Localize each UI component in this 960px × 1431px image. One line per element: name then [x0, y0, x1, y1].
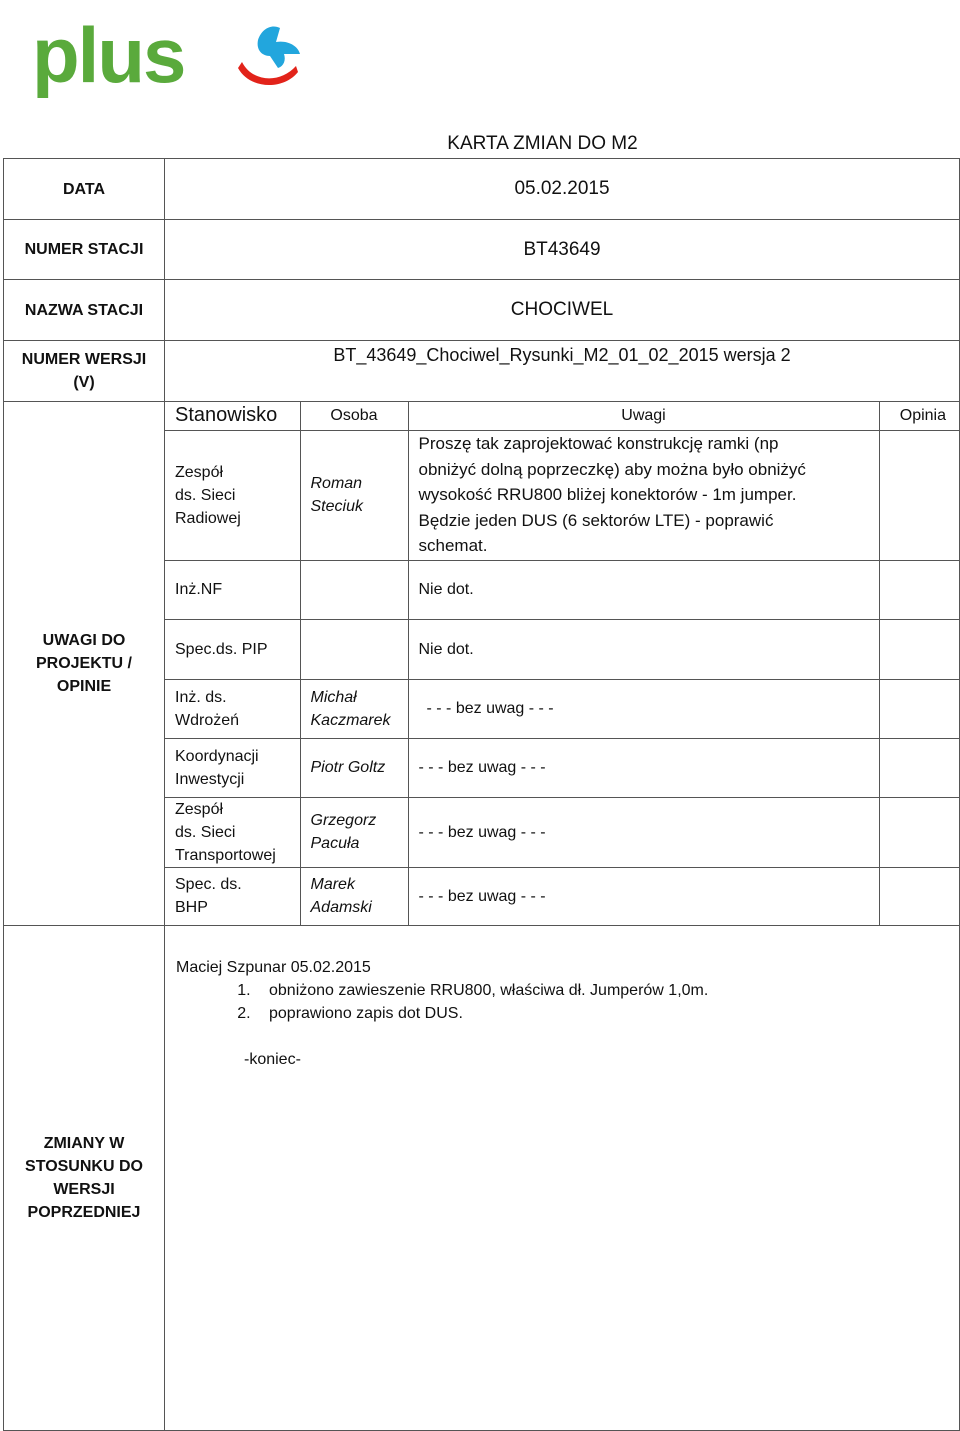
station-name-label: NAZWA STACJI	[4, 280, 165, 341]
position-cell: Zespół ds. Sieci Radiowej	[165, 430, 300, 560]
change-card-table	[3, 158, 960, 1431]
changes-section-label	[4, 926, 165, 1431]
remark-cell: - - - bez uwag - - -	[408, 797, 879, 867]
table-row	[165, 619, 960, 679]
station-number-value: BT43649	[165, 220, 960, 280]
plus-smile-icon	[238, 27, 300, 86]
remarks-label-line: PROJEKTU /	[35, 655, 132, 672]
remark-cell: Nie dot.	[408, 619, 879, 679]
remarks-row	[4, 402, 960, 926]
remarks-label-line: OPINIE	[56, 678, 112, 695]
person-cell: Michał Kaczmarek	[300, 679, 408, 738]
position-cell: Koordynacji Inwestycji	[165, 738, 300, 797]
date-label: DATA	[4, 159, 165, 220]
remark-cell: - - - bez uwag - - -	[408, 679, 879, 738]
opinion-cell	[879, 738, 960, 797]
opinion-cell	[879, 867, 960, 925]
person-cell: Grzegorz Pacuła	[300, 797, 408, 867]
plus-logo-text: plus	[32, 11, 185, 99]
version-label-line2: (V)	[73, 374, 95, 391]
person-cell: Piotr Goltz	[300, 738, 408, 797]
opinion-cell	[879, 797, 960, 867]
header-person: Osoba	[300, 402, 408, 430]
table-row	[165, 430, 960, 560]
person-cell	[300, 560, 408, 619]
version-label	[4, 341, 165, 402]
plus-logo-graphic	[30, 10, 310, 115]
station-number-row	[4, 220, 960, 280]
changes-list	[176, 979, 959, 1025]
table-row	[165, 738, 960, 797]
version-value: BT_43649_Chociwel_Rysunki_M2_01_02_2015 wersja 2	[165, 341, 960, 402]
remarks-grid-cell	[165, 402, 960, 926]
header-position: Stanowisko	[165, 402, 300, 430]
table-row	[165, 867, 960, 925]
list-item: 1. obniżono zawieszenie RRU800, właściwa dł. Jumperów 1,0m.	[255, 979, 959, 1002]
position-cell: Inż.NF	[165, 560, 300, 619]
document-title: KARTA ZMIAN DO M2	[447, 133, 638, 154]
position-cell: Spec.ds. PIP	[165, 619, 300, 679]
changes-label-line: STOSUNKU DO	[25, 1158, 143, 1175]
changes-label-line: WERSJI	[53, 1181, 115, 1198]
remarks-header-row	[165, 402, 960, 430]
list-item: 2. poprawiono zapis dot DUS.	[255, 1002, 959, 1025]
plus-logo	[30, 10, 310, 115]
remark-cell: Nie dot.	[408, 560, 879, 619]
person-cell: Marek Adamski	[300, 867, 408, 925]
position-cell: Inż. ds. Wdrożeń	[165, 679, 300, 738]
position-cell: Spec. ds. BHP	[165, 867, 300, 925]
station-name-row	[4, 280, 960, 341]
header-opinion: Opinia	[879, 402, 960, 430]
date-row	[4, 159, 960, 220]
changes-row	[4, 926, 960, 1431]
table-row	[165, 679, 960, 738]
remarks-grid	[165, 402, 960, 925]
changes-label-line: ZMIANY W	[43, 1135, 125, 1152]
opinion-cell	[879, 679, 960, 738]
opinion-cell	[879, 619, 960, 679]
remarks-label-line: UWAGI DO	[42, 632, 126, 649]
header-remarks: Uwagi	[408, 402, 879, 430]
opinion-cell	[879, 560, 960, 619]
changes-content-cell	[165, 926, 960, 1431]
version-row	[4, 341, 960, 402]
station-name-value: CHOCIWEL	[165, 280, 960, 341]
changes-end-marker: -koniec-	[244, 1051, 301, 1068]
remark-cell: Proszę tak zaprojektować konstrukcję ramki (np obniżyć dolną poprzeczkę) aby można było obniżyć wysokość RRU800 bliżej konektorów - 1m jumper. Będzie jeden DUS (6 sektorów LTE) - poprawić schemat.	[408, 430, 879, 560]
table-row	[165, 560, 960, 619]
date-value: 05.02.2015	[165, 159, 960, 220]
remarks-section-label	[4, 402, 165, 926]
person-cell	[300, 619, 408, 679]
remark-cell: - - - bez uwag - - -	[408, 738, 879, 797]
version-label-line1: NUMER WERSJI	[21, 351, 147, 368]
changes-content	[165, 926, 959, 1071]
changes-label-line: POPRZEDNIEJ	[27, 1204, 141, 1221]
changes-author-line: Maciej Szpunar 05.02.2015	[176, 959, 371, 976]
remark-cell: - - - bez uwag - - -	[408, 867, 879, 925]
station-number-label: NUMER STACJI	[4, 220, 165, 280]
opinion-cell	[879, 430, 960, 560]
table-row	[165, 797, 960, 867]
position-cell: Zespół ds. Sieci Transportowej	[165, 797, 300, 867]
person-cell: Roman Steciuk	[300, 430, 408, 560]
